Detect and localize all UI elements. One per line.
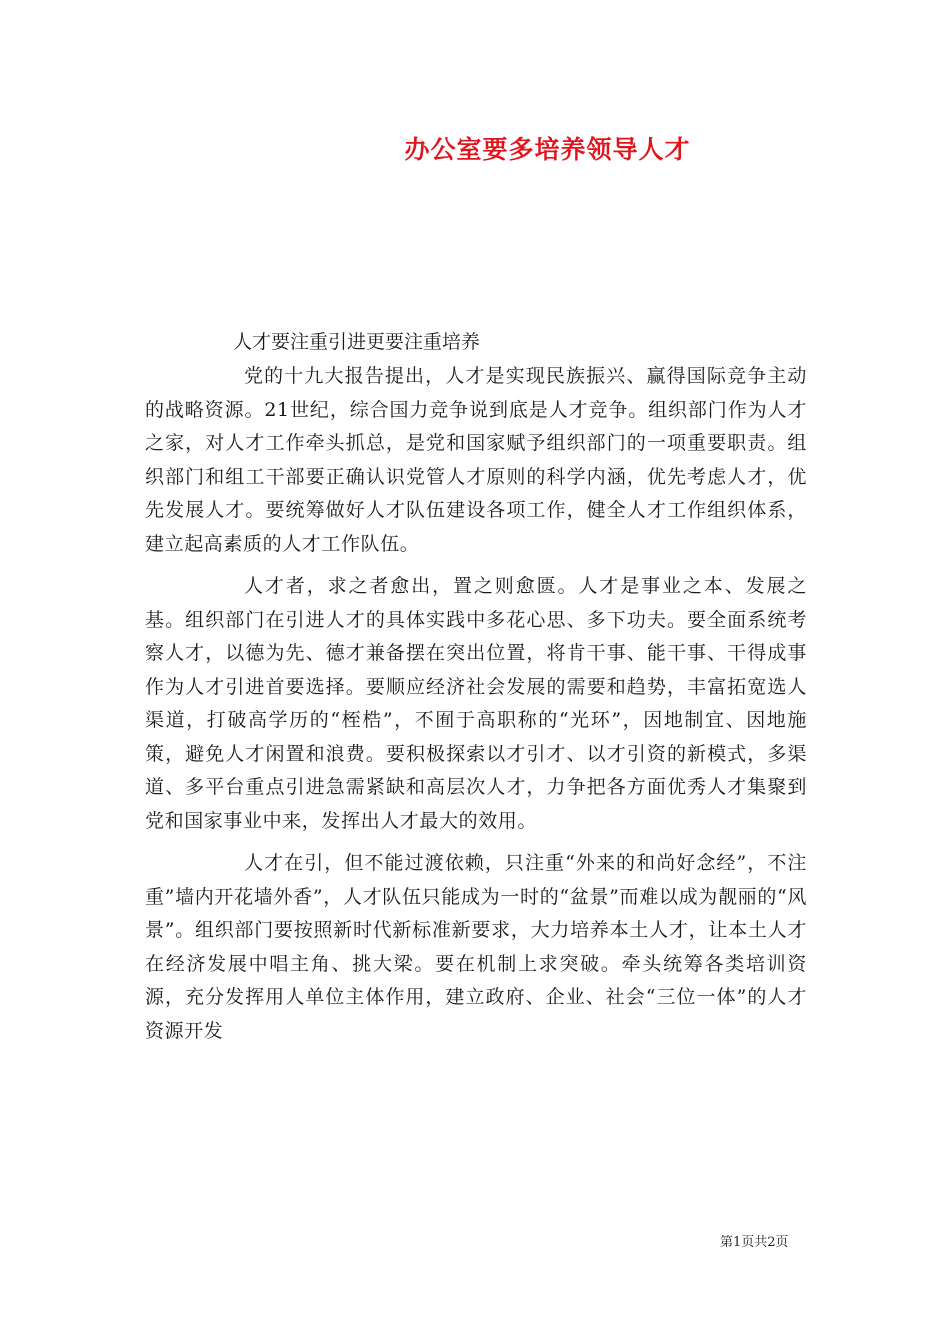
paragraph-2: 人才者，求之者愈出，置之则愈匮。人才是事业之本、发展之基。组织部门在引进人才的具体实践中多花心思、多下功夫。要全面系统考察人才，以德为先、德才兼备摆在突出位置，将肯干事、能干事、干得成事作为人才引进首要选择。要顺应经济社会发展的需要和趋势，丰富拓宽选人渠道，打破高学历的“桎梏”，不囿于高职称的“光环”，因地制宜、因地施策，避免人才闲置和浪费。要积极探索以才引才、以才引资的新模式，多渠道、多平台重点引进急需紧缺和高层次人才，力争把各方面优秀人才集聚到党和国家事业中来，发挥出人才最大的效用。 — [145, 575, 807, 832]
paragraph-3: 人才在引，但不能过渡依赖，只注重“外来的和尚好念经”，不注重”墙内开花墙外香”，人才队伍只能成为一时的“盆景”而难以成为靓丽的“风景”。组织部门要按照新时代新标准新要求，大力培养本土人才，让本土人才在经济发展中唱主角、挑大梁。要在机制上求突破。牵头统筹各类培训资源，充分发挥用人单位主体作用，建立政府、企业、社会“三位一体”的人才资源开发 — [145, 852, 807, 1042]
section-subheading: 人才要注重引进更要注重培养 — [233, 331, 481, 353]
page-number-footer: 第1页共2页 — [720, 1235, 789, 1250]
document-body — [145, 360, 807, 1057]
paragraph-1: 党的十九大报告提出，人才是实现民族振兴、赢得国际竞争主动的战略资源。21世纪，综合国力竞争说到底是人才竞争。组织部门作为人才之家，对人才工作牵头抓总，是党和国家赋予组织部门的一项重要职责。组织部门和组工干部要正确认识党管人才原则的科学内涵，优先考虑人才，优先发展人才。要统筹做好人才队伍建设各项工作，健全人才工作组织体系，建立起高素质的人才工作队伍。 — [145, 365, 807, 555]
document-title: 办公室要多培养领导人才 — [404, 135, 691, 164]
